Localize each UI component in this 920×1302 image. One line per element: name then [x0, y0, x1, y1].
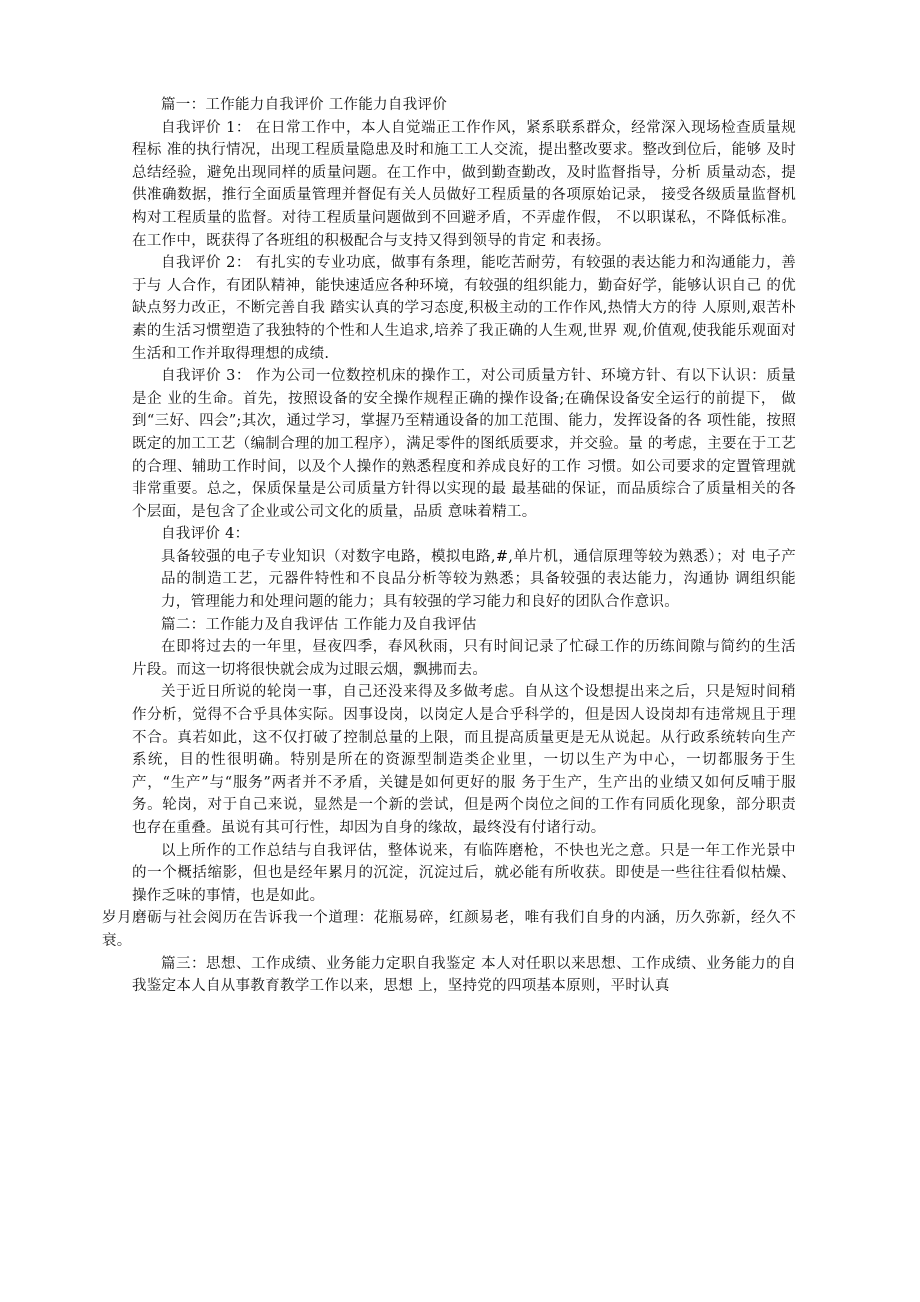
section-heading-3: 篇三：思想、工作成绩、业务能力定职自我鉴定 本人对任职以来思想、工作成绩、业务能力的自我鉴定本人自从事教育教学工作以来，思想 上，坚持党的四项基本原则，平时认真 — [132, 955, 796, 995]
paragraph-self-evaluation-2: 自我评价 2： 有扎实的专业功底，做事有条理，能吃苦耐劳，有较强的表达能力和沟通能力，善于与 人合作，有团队精神，能快速适应各种环境，有较强的组织能力，勤奋好学，能够认识自己 的优缺点努力改正，不断完善自我 踏实认真的学习态度,积极主动的工作作风,热情大方的待 人原则,艰苦朴素的生活习惯塑造了我独特的个性和人生追求,培养了我正确的人生观,世界 观,价值观,使我能乐观面对生活和工作并取得理想的成绩. — [132, 255, 796, 362]
document-page — [102, 94, 796, 998]
paragraph-self-evaluation-3: 自我评价 3： 作为公司一位数控机床的操作工，对公司质量方针、环境方针、有以下认识：质量是企 业的生命。首先，按照设备的安全操作规程正确的操作设备;在确保设备安全运行的前提下， 做到“三好、四会”;其次，通过学习，掌握乃至精通设备的加工范围、能力，发挥设备的各 项性能，按照既定的加工工艺（编制合理的加工程序），满足零件的图纸质要求，并交验。量 的考虑，主要在于工艺的合理、辅助工作时间，以及个人操作的熟悉程度和养成良好的工作 习惯。如公司要求的定置管理就非常重要。总之，保质保量是公司质量方针得以实现的最 最基础的保证，而品质综合了质量相关的各个层面，是包含了企业或公司文化的质量，品质 意味着精工。 — [132, 368, 796, 520]
paragraph-life-lesson: 岁月磨砺与社会阅历在告诉我一个道理：花瓶易碎，红颜易老，唯有我们自身的内涵，历久弥新，经久不衰。 — [102, 910, 796, 949]
section-heading-1: 篇一：工作能力自我评价 工作能力自我评价 — [161, 97, 448, 113]
paragraph-self-evaluation-4-title: 自我评价 4： — [161, 526, 250, 543]
paragraph-summary: 以上所作的工作总结与自我评估，整体说来，有临阵磨枪，不快也光之意。只是一年工作光景中的一个概括缩影，但也是经年累月的沉淀，沉淀过后，就必能有所收获。即使是一些往往看似枯燥、操作乏味的事情，也是如此。 — [132, 842, 796, 904]
paragraph-self-evaluation-1: 自我评价 1： 在日常工作中，本人自觉端正工作作风，紧系联系群众，经常深入现场检查质量规程标 准的执行情况，出现工程质量隐患及时和施工工人交流，提出整改要求。整改到位后，能够 及时总结经验，避免出现同样的质量问题。在工作中，做到勤查勤改，及时监督指导，分析 质量动态，提供准确数据，推行全面质量管理并督促有关人员做好工程质量的各项原始记录， 接受各级质量监督机构对工程质量的监督。对待工程质量问题做到不回避矛盾，不弄虚作假， 不以职谋私，不降低标准。在工作中，既获得了各班组的积极配合与支持又得到领导的肯定 和表扬。 — [132, 119, 796, 249]
paragraph-year-review: 在即将过去的一年里，昼夜四季，春风秋雨，只有时间记录了忙碌工作的历练间隙与简约的生活片段。而这一切将很快就会成为过眼云烟，飘拂而去。 — [132, 639, 796, 678]
section-heading-2: 篇二：工作能力及自我评估 工作能力及自我评估 — [161, 616, 477, 633]
paragraph-job-rotation: 关于近日所说的轮岗一事，自己还没来得及多做考虑。自从这个设想提出来之后，只是短时间稍作分析，觉得不合乎具体实际。因事设岗，以岗定人是合乎科学的，但是因人设岗却有违常规且于理不合。真若如此，这不仅打破了控制总量的上限，而且提高质量更是无从说起。从行政系统转向生产系统，目的性很明确。特别是所在的资源型制造类企业里，一切以生产为中心，一切都服务于生产，“生产”与“服务”两者并不矛盾，关键是如何更好的服 务于生产，生产出的业绩又如何反哺于服务。轮岗，对于自己来说，显然是一个新的尝试，但是两个岗位之间的工作有同质化现象，部分职责也存在重叠。虽说有其可行性，却因为自身的缘故，最终没有付诸行动。 — [132, 684, 796, 836]
paragraph-self-evaluation-4: 具备较强的电子专业知识（对数字电路，模拟电路,#,单片机，通信原理等较为熟悉）；对 电子产品的制造工艺，元器件特性和不良品分析等较为熟悉；具备较强的表达能力，沟通协 调组织能力，管理能力和处理问题的能力；具有较强的学习能力和良好的团队合作意识。 — [161, 548, 796, 611]
